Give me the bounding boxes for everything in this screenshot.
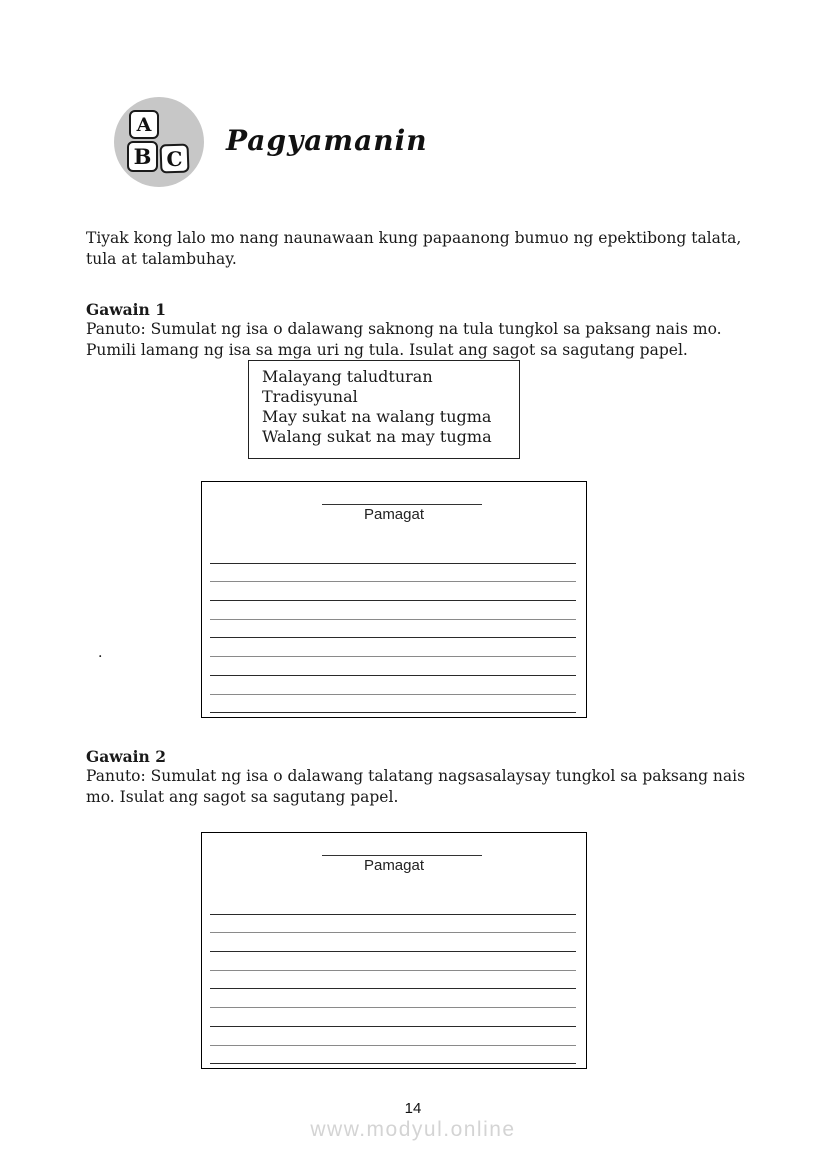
- writing-lines: [210, 545, 576, 713]
- writing-lines: [210, 896, 576, 1064]
- activity2-answer-box: [201, 832, 587, 1069]
- option-may-sukat-na-walang-tugma: May sukat na walang tugma: [262, 407, 492, 426]
- stray-period-mark: .: [98, 645, 103, 661]
- title-label: Pamagat: [363, 857, 425, 874]
- option-walang-sukat-na-may-tugma: Walang sukat na may tugma: [262, 427, 492, 446]
- intro-paragraph: Tiyak kong lalo mo nang naunawaan kung papaanong bumuo ng epektibong talata, tula at talambuhay.: [86, 229, 742, 268]
- activity1-answer-box: [201, 481, 587, 718]
- activity2-instructions: Panuto: Sumulat ng isa o dalawang talatang nagsasalaysay tungkol sa paksang nais mo. Isulat ang sagot sa sagutang papel.: [86, 767, 746, 806]
- watermark-text: www.modyul.online: [310, 1118, 516, 1141]
- abc-block-b-icon: B: [127, 141, 158, 172]
- option-tradisyunal: Tradisyunal: [262, 387, 358, 406]
- title-blank-line: [322, 855, 482, 856]
- abc-blocks-icon: [114, 97, 204, 187]
- title-label: Pamagat: [363, 506, 425, 523]
- abc-block-c-icon: C: [160, 144, 190, 174]
- abc-block-a-icon: A: [129, 110, 159, 139]
- option-malayang-taludturan: Malayang taludturan: [262, 367, 433, 386]
- page-number: 14: [404, 1100, 422, 1117]
- section-title: Pagyamanin: [226, 124, 428, 157]
- activity1-instructions: Panuto: Sumulat ng isa o dalawang saknong na tula tungkol sa paksang nais mo. Pumili lamang ng isa sa mga uri ng tula. Isulat ang sagot sa sagutang papel.: [86, 320, 722, 359]
- title-blank-line: [322, 504, 482, 505]
- activity1-heading: Gawain 1: [86, 300, 167, 319]
- poem-type-options-box: [248, 360, 520, 459]
- activity2-heading: Gawain 2: [86, 747, 167, 766]
